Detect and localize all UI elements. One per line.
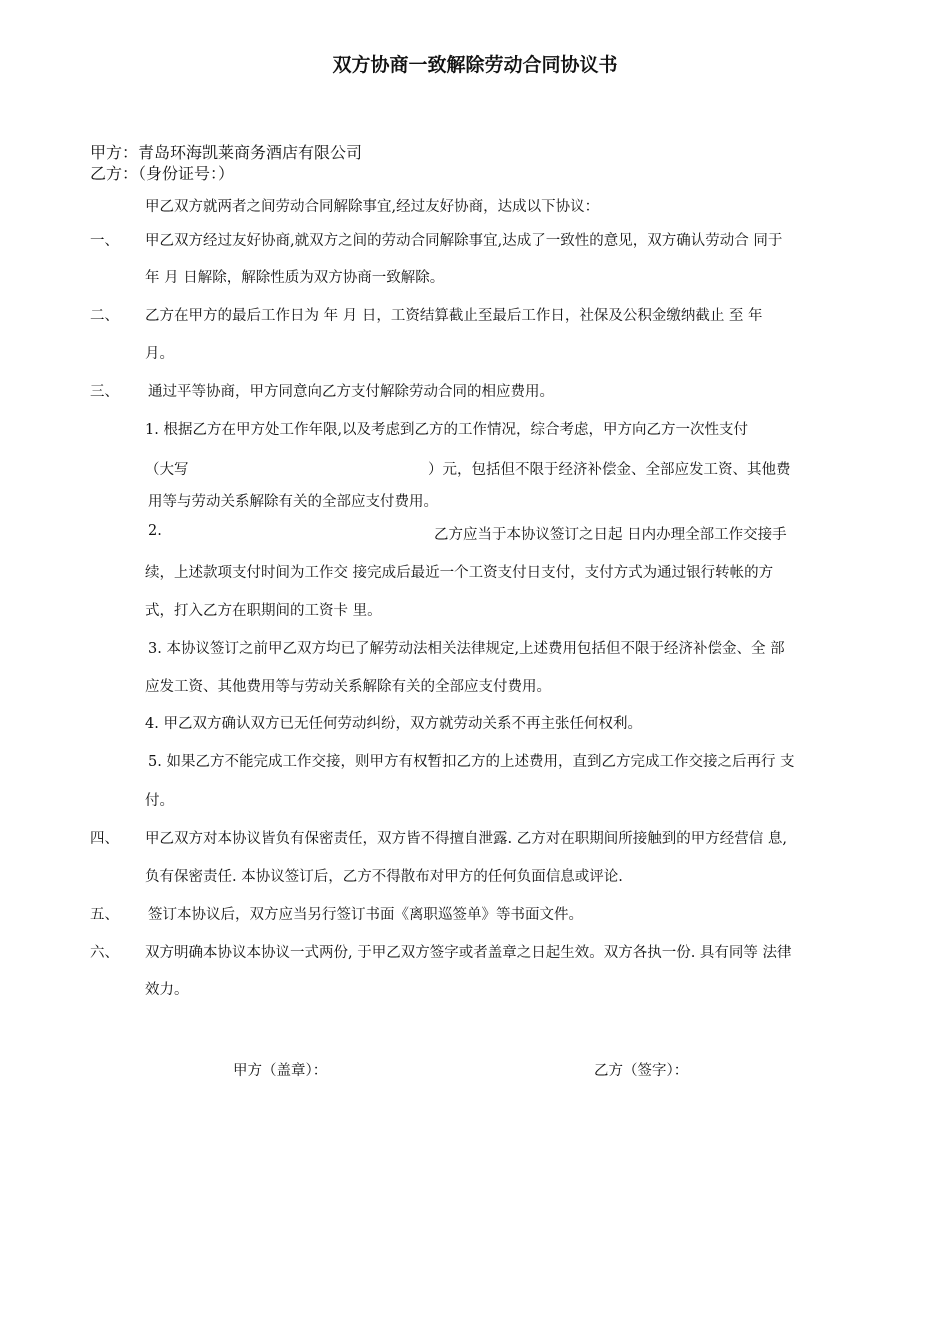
clause-1-amount-prefix: （大写 [145,462,189,478]
article-5-number: 五、 [90,907,119,923]
party-a: 甲方：青岛环海凯莱商务酒店有限公司 [90,143,363,162]
clause-2-line-1: 乙方应当于本协议签订之日起 日内办理全部工作交接手 [434,527,787,543]
article-3-number: 三、 [90,384,119,400]
clause-5-line-1: 5. 如果乙方不能完成工作交接，则甲方有权暂扣乙方的上述费用，直到乙方完成工作交接之后再行 支 [148,754,795,770]
article-6-number: 六、 [90,945,119,961]
article-5-line-1: 签订本协议后，双方应当另行签订书面《离职巡签单》等书面文件。 [148,907,583,923]
article-2-line-2: 月。 [145,346,174,362]
clause-1-line-2: ）元，包括但不限于经济补偿金、全部应发工资、其他费 [428,462,791,478]
clause-3-line-1: 3. 本协议签订之前甲乙双方均已了解劳动法相关法律规定,上述费用包括但不限于经济补偿金、全 部 [148,641,785,657]
clause-1-line-3: 用等与劳动关系解除有关的全部应支付费用。 [148,494,438,510]
article-4-line-1: 甲乙双方对本协议皆负有保密责任，双方皆不得擅自泄露. 乙方对在职期间所接触到的甲方经营信 息, [145,831,787,847]
party-b: 乙方：（身份证号：） [90,164,235,183]
article-4-line-2: 负有保密责任. 本协议签订后，乙方不得散布对甲方的任何负面信息或评论. [145,869,623,885]
article-1-line-1: 甲乙双方经过友好协商,就双方之间的劳动合同解除事宜,达成了一致性的意见，双方确认劳动合 同于 [145,233,783,249]
clause-2-line-3: 式，打入乙方在职期间的工资卡 里。 [145,603,382,619]
document-title: 双方协商一致解除劳动合同协议书 [332,54,618,76]
article-4-number: 四、 [90,831,119,847]
clause-3-line-2: 应发工资、其他费用等与劳动关系解除有关的全部应支付费用。 [145,679,551,695]
article-6-line-1: 双方明确本协议本协议一式两份, 于甲乙双方签字或者盖章之日起生效。双方各执一份. 具有同等 法律 [145,945,792,961]
article-2-number: 二、 [90,308,119,324]
article-1-number: 一、 [90,233,119,249]
article-2-line-1: 乙方在甲方的最后工作日为 年 月 日，工资结算截止至最后工作日，社保及公积金缴纳截止 至 年 [145,308,763,324]
clause-2-line-2: 续，上述款项支付时间为工作交 接完成后最近一个工资支付日支付，支付方式为通过银行转帐的方 [145,565,774,581]
clause-1-line-1: 1. 根据乙方在甲方处工作年限,以及考虑到乙方的工作情况，综合考虑，甲方向乙方一次性支付 [145,422,749,438]
article-3-line-1: 通过平等协商，甲方同意向乙方支付解除劳动合同的相应费用。 [148,384,554,400]
article-1-line-2: 年 月 日解除，解除性质为双方协商一致解除。 [145,270,445,286]
clause-4-line-1: 4. 甲乙双方确认双方已无任何劳动纠纷，双方就劳动关系不再主张任何权利。 [145,716,642,732]
signature-party-b: 乙方（签字）： [594,1063,689,1079]
article-6-line-2: 效力。 [145,982,189,998]
intro: 甲乙双方就两者之间劳动合同解除事宜,经过友好协商，达成以下协议： [145,199,600,215]
signature-party-a: 甲方（盖章）： [233,1063,328,1079]
clause-5-line-2: 付。 [145,793,174,809]
clause-2-number: 2. [148,523,162,539]
